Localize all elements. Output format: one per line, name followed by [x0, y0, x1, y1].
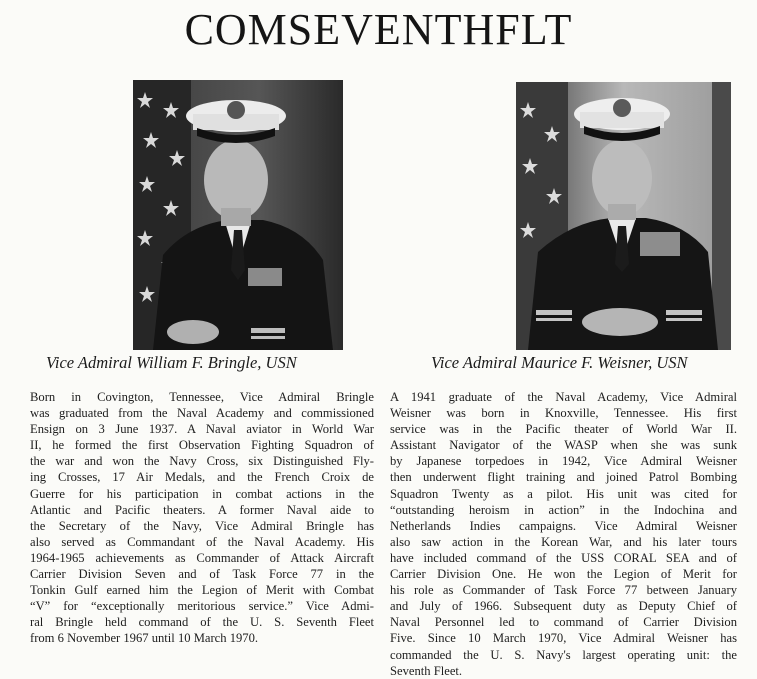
bio-line: Born in Covington, Tennessee, Vice Admiral Bringle [30, 390, 374, 404]
bio-line: from 6 November 1967 until 10 March 1970. [30, 631, 259, 646]
bio-line: then underwent flight training and joined Patrol Bombing [390, 470, 737, 485]
bio-line: by Japanese torpedoes in 1942, Vice Admiral Weisner [390, 454, 737, 469]
bio-line: “outstanding heroism in action” in the Indochina and [390, 502, 737, 517]
bio-line: Netherlands Indies campaigns. Vice Admiral Weisner [390, 518, 737, 533]
portrait-photo-weisner [516, 82, 731, 350]
bio-line: the war and won the Navy Cross, six Distinguished Fly- [30, 454, 374, 469]
bio-line: Carrier Division Seven and of Task Force 77 in the [30, 567, 374, 582]
bio-line: A 1941 graduate of the Naval Academy, Vice Admiral [390, 390, 737, 404]
bio-line: ing Crosses, 17 Air Medals, and the French Croix de [30, 470, 374, 485]
bio-line: his role as Commander of Task Force 77 between January [390, 583, 737, 598]
bio-line: Five. Since 10 March 1970, Vice Admiral Weisner has [390, 631, 737, 646]
bio-weisner [390, 389, 737, 679]
bio-line: and July of 1966. Subsequent duty as Deputy Chief of [390, 599, 737, 614]
bio-line: commanded the U. S. Navy's largest operating unit: the [390, 647, 737, 662]
bio-line: 1964-1965 achievements as Commander of Attack Aircraft [30, 550, 374, 565]
bio-line: “V” for “exceptionally meritorious service.” Vice Admi- [30, 599, 374, 614]
bio-line: Ensign on 3 June 1937. A Naval aviator in World War [30, 422, 374, 437]
bio-line: also served as Commandant of the Naval Academy. His [30, 534, 374, 549]
bio-line: Guerre for his participation in combat actions in the [30, 486, 374, 501]
bio-line: service was in the Pacific theater of World War II. [390, 422, 737, 437]
bio-line: Naval Personnel led to command of Carrier Division [390, 615, 737, 630]
bio-line: the Secretary of the Navy, Vice Admiral Bringle has [30, 518, 374, 533]
bio-line: Squadron Twenty as a pilot. His unit was cited for [390, 486, 737, 501]
bio-line: Assistant Navigator of the WASP when she was sunk [390, 438, 737, 453]
bio-line: Atlantic and Pacific theaters. A former Naval aide to [30, 502, 374, 517]
bio-line: II, he formed the first Observation Fighting Squadron of [30, 438, 374, 453]
bio-line: Seventh Fleet. [390, 663, 463, 678]
caption-weisner: Vice Admiral Maurice F. Weisner, USN [431, 353, 688, 372]
bio-line: Weisner was born in Knoxville, Tennessee. His first [390, 406, 737, 421]
bio-line: Carrier Division One. He won the Legion of Merit for [390, 567, 737, 582]
bio-line: have included command of the USS CORAL SEA and of [390, 550, 737, 565]
portrait-photo-bringle [133, 80, 343, 350]
bio-line: Tonkin Gulf earned him the Legion of Merit with Combat [30, 583, 374, 598]
page-title: COMSEVENTHFLT [184, 5, 573, 54]
bio-line: ral Bringle held command of the U. S. Seventh Fleet [30, 615, 374, 630]
bio-line: was graduated from the Naval Academy and commissioned [30, 406, 374, 421]
caption-bringle: Vice Admiral William F. Bringle, USN [46, 353, 297, 372]
bio-line: also saw action in the Korean War, and his later tours [390, 534, 737, 549]
bio-bringle [30, 389, 374, 647]
